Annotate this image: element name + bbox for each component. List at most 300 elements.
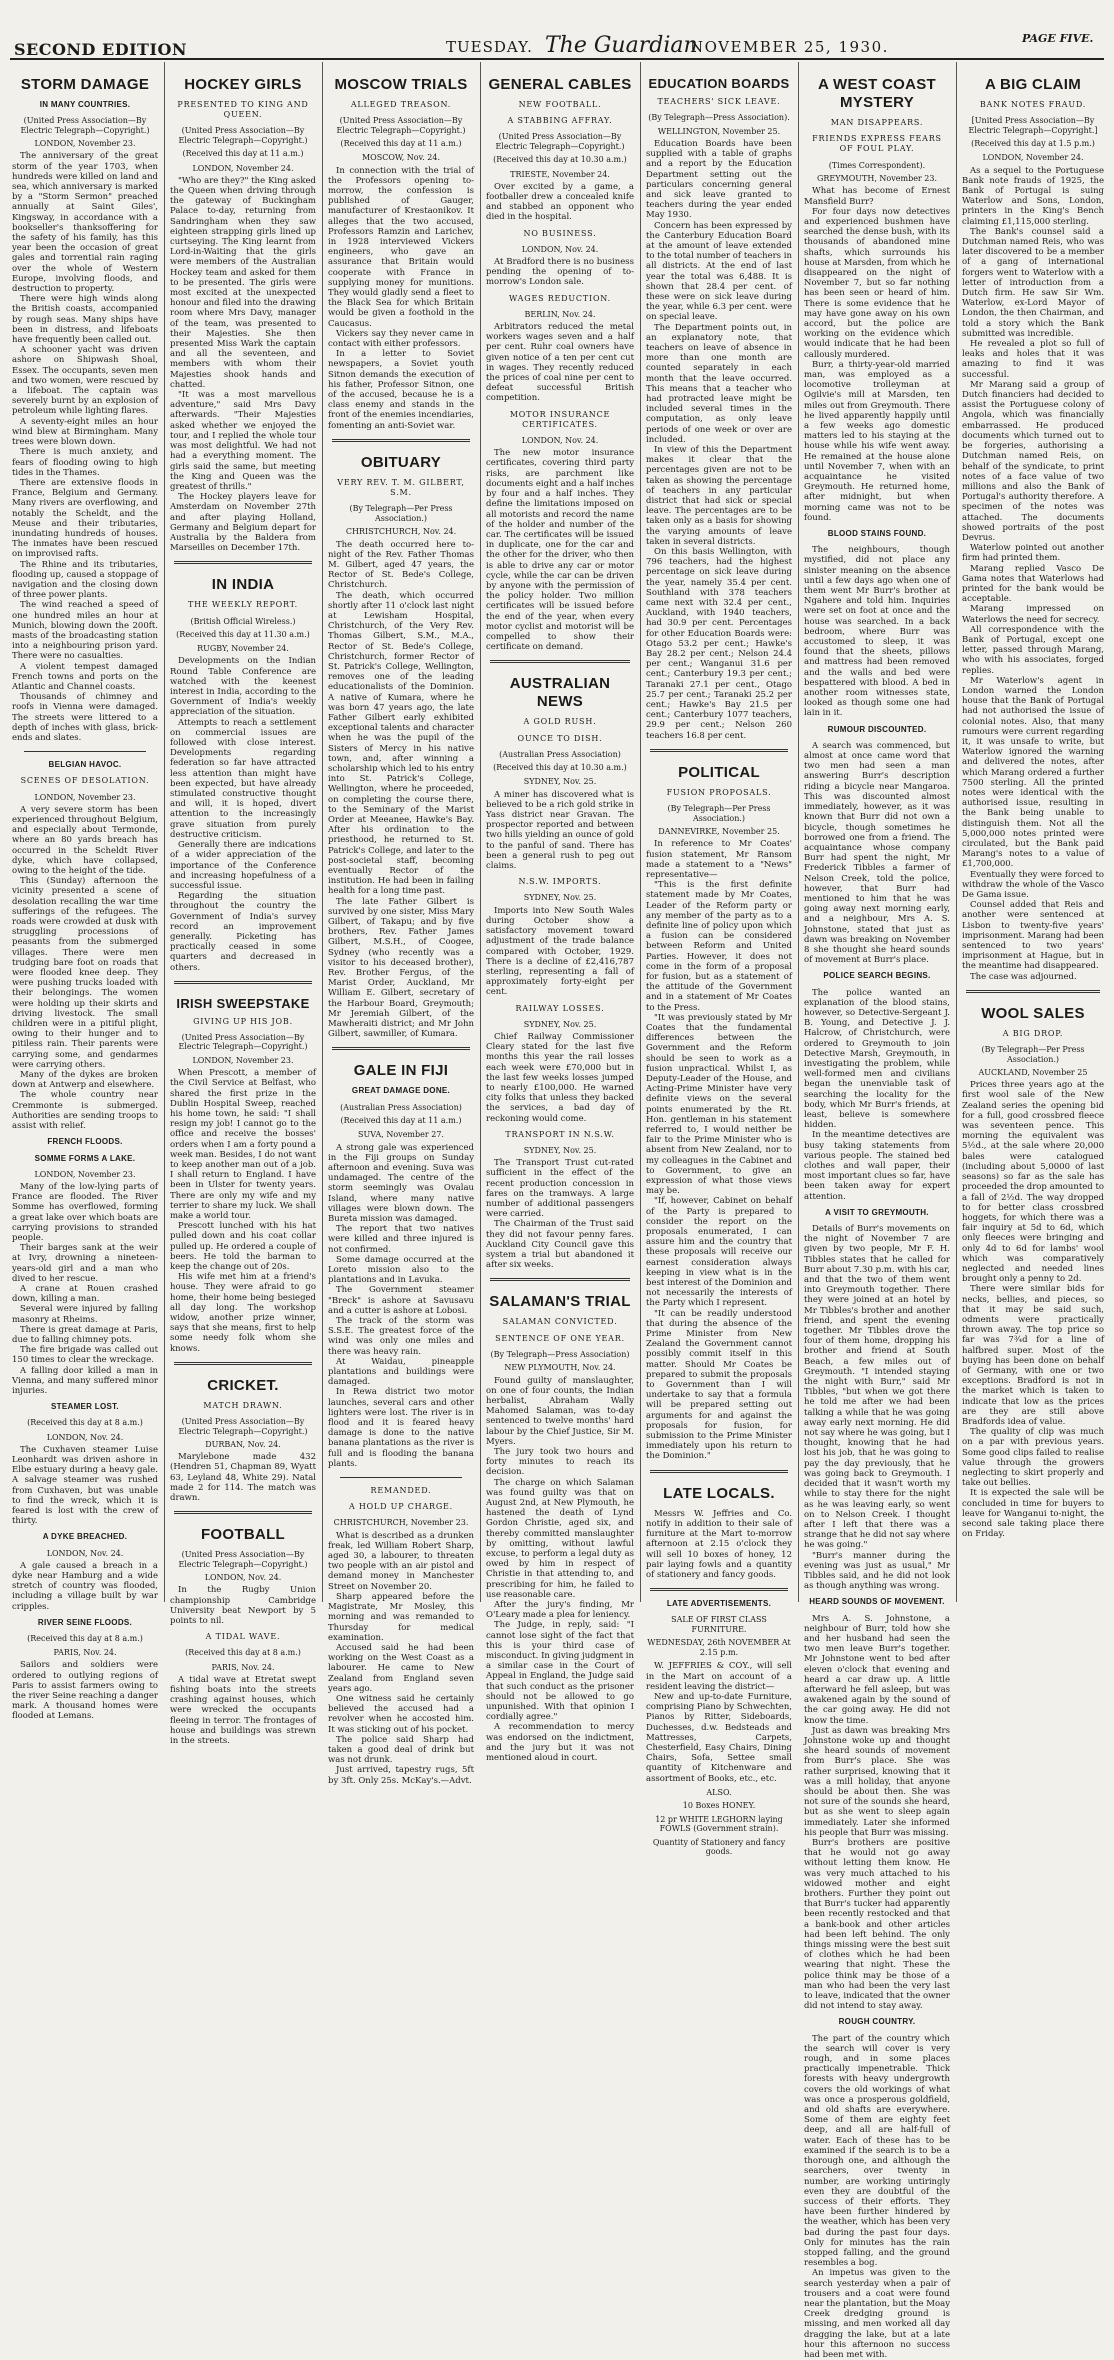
article-body — [328, 1143, 474, 1470]
paragraph: Prices three years ago at the first wool sale of the New Zealand series the opening bid for a full, good crossbred fleece was seventeen pence. This morning the equivalent was 5½d., at the sale where 20,000 bales were catalogued (including about 5,0000 of last seasons) so far as the sale has proceeded the drop amounted to a fall of 2½d. The way dropped to for better class crossbred hoggets, for which there was a fair inquiry at 5d to 6d, which only fleeces were bringing and only 4d to 6d for lambs' wool which was comparatively neglected and needed lines brought only a penny to 2d. — [962, 1080, 1104, 1285]
dateline: LONDON, November 24. — [192, 163, 294, 173]
paragraph: The Bank's counsel said a Dutchman named Reis, who was later discovered to be a member of a gang of international forgers went to Waterlow with a letter of introduction from a Dutch firm. He saw Sir Wm. Waterlow, ex-Lord Mayor of London, the then Chairman, and told a story which the Bank submitted was incredible. — [962, 226, 1104, 339]
section-head: BELGIAN HAVOC. — [48, 760, 122, 770]
paragraph: On this basis Wellington, with 796 teachers, had the highest percentage on sick leave during the year, namely 35.4 per cent. Southland with 378 teachers came next with 32.4 per cent., Auckland, with 1940 teachers, had 30.9 per cent. Percentages for other Education Boards were: Otago 53.2 per cent.; Hawke's Bay 28.2 per cent.; Nelson 24.4 per cent.; Wanganui 31.6 per cent.; Canterbury 19.3 per cent.; Taranaki 27.1 per cent., Otago 25.7 per cent.; Taranaki 25.2 per cent.; Hawke's Bay 21.5 per cent.; Canterbury 1077 teachers, 29.9 per cent.; Nelson 260 teachers 16.8 per cent. — [646, 547, 792, 741]
paragraph: The track of the storm was S.S.E. The greatest force of the wind was only one miles and there was heavy rain. — [328, 1316, 474, 1357]
article-headline: A BIG CLAIM — [984, 76, 1082, 93]
section-head: WAGES REDUCTION. — [509, 293, 611, 303]
paragraph: The late Father Gilbert is survived by one sister, Miss Mary Gilbert, of Takapu; and by five brothers, Rev. Father James Gilbert, M.S.H., of Coogee, Sydney (who recently was a visitor to his deceased brother), Rev. Brother Fergus, of the Marist Order, Auckland, Mr William E. Gilbert, secretary of the Harbour Board, Greymouth; Mr Jeremiah Gilbert, of the Mawheraiti district; and Mr John Gilbert, sawmiller, of Kumara. — [328, 896, 474, 1040]
article-body — [804, 186, 950, 523]
article-body — [486, 790, 634, 872]
column-rule — [480, 62, 481, 1602]
article-body — [804, 741, 950, 965]
article-subhead: IN MANY COUNTRIES. — [39, 100, 131, 109]
section-head: NO BUSINESS. — [523, 228, 597, 238]
dateline: NEW PLYMOUTH, Nov. 24. — [504, 1363, 616, 1373]
dateline: RUGBY, November 24. — [197, 644, 289, 654]
received-note: (Received this day at 11 a.m.) — [340, 139, 462, 149]
dateline: SYDNEY, Nov. 25. — [523, 1145, 597, 1155]
paragraph: After the jury's finding, Mr O'Leary made a plea for leniency. — [486, 1599, 634, 1621]
paragraph: Found guilty of manslaughter, on one of four counts, the Indian herbalist, Abraham Wally Mahomed Salaman, was to-day sentenced to twelve months' hard labour by the Chief Justice, Sir M. Myers. — [486, 1375, 634, 1447]
article-headline: WOOL SALES — [981, 1004, 1085, 1022]
article-subhead: SALAMAN CONVICTED. — [502, 1317, 618, 1327]
paragraph: The Chairman of the Trust said they did not favour penny fares. Auckland City Council gave this system a trial but abandoned it after six weeks. — [486, 1219, 634, 1271]
paragraph: "This is the first definite statement made by Mr Coates, Leader of the Reform party or any member of the party as to a definite line of policy upon which a fusion can be considered between Reform and United Parties. However, it does not come in the form of a proposal for fusion, but as a statement of the attitude of the Government and in a statement of Mr Coates to the Press. — [646, 880, 792, 1013]
article-body — [328, 166, 474, 431]
paragraph: For four days now detectives and experienced bushmen have searched the dense bush, with its thousands of abandoned mine shafts, which surrounds his house at Marsden, from which he disappeared on the night of November 7, but so far nothing has been seen or heard of him. There is some evidence that he may have gone away on his own accord, but the police are working on the evidence which would indicate that he had been callously murdered. — [804, 206, 950, 360]
paragraph: A seventy-eight miles an hour wind blew at Birmingham. Many trees were blown down. — [12, 416, 158, 448]
article-headline: EDUCATION BOARDS — [648, 76, 790, 91]
dateline: SUVA, November 27. — [358, 1130, 444, 1140]
article-subhead: A GOLD RUSH. — [523, 717, 597, 727]
article-credit: (Australian Press Association) — [499, 749, 621, 759]
paragraph: The part of the country which the search will cover is very rough, and in some places practically impenetrable. Thick forests with heavy undergrowth covers the old workings of what was once a prosperous goldfield, and old shafts are everywhere. Some of them are eighty feet deep, and all are half-full of water. Each of these has to be examined if the search is to be a thorough one, and although the searchers, over twenty in number, are working untiringly even they are doubtful of the success of their efforts. They have been further hindered by the weather, which has been very bad during the past four days. Only for minutes has the rain stopped falling, and the ground resembles a bog. — [804, 2033, 950, 2269]
article-subhead: OUNCE TO DISH. — [517, 733, 603, 743]
paragraph: "It was previously stated by Mr Coates that the fundamental differences between the Government and the Reform should be seen to work as a fusion unpractical. Whilst I, as Deputy-Leader of the House, and Acting-Prime Minister have very definite views on the several points enumerated by the Rt. Hon. gentleman in his statement referred to, I would neither be fair to the Prime Minister who is absent from New Zealand, nor to my colleagues in the Cabinet and to Government, to give an expression of what those views may be. — [646, 1012, 792, 1197]
paragraph: The fire brigade was called out 150 times to clear the wreckage. — [12, 1345, 158, 1366]
divider — [340, 1477, 462, 1478]
article-headline: IRISH SWEEPSTAKE — [176, 995, 310, 1011]
article-body — [170, 1452, 316, 1503]
paragraph: At Bradford there is no business pending the opening of to-morrow's London sale. — [486, 257, 634, 288]
section-head: RUMOUR DISCOUNTED. — [827, 724, 927, 734]
article-headline: A WEST COAST MYSTERY — [817, 76, 937, 111]
paragraph: There were high winds along the British coasts, accompanied by rough seas. Many ships have been in distress, and lifeboats have frequently been called out. — [12, 294, 158, 346]
article-body — [804, 2034, 950, 2360]
column-rule — [164, 62, 165, 1602]
article-body — [646, 839, 792, 1461]
section-subhead: SCENES OF DESOLATION. — [20, 776, 150, 786]
column-2 — [170, 64, 316, 1747]
paragraph: Prescott lunched with his hat pulled down and his coat collar pulled up. He ordered a couple of beers. He told the barman to keep the change out of 20s. — [170, 1221, 316, 1272]
article-subhead: MAN DISAPPEARS. — [830, 118, 924, 127]
paragraph: There were similar bids for necks, bellies, and pieces, so that it may be said such, odments were practically thrown away. The top price so far was 7¾d for a line of halfbred super. Most of the buying has been done on behalf of Germany, with one or two exceptions. Bradford is not in the market which is taken to indicate that low as the prices are they are still above Bradfords idea of value. — [962, 1284, 1104, 1427]
divider — [650, 1470, 788, 1473]
article-body — [12, 805, 158, 1132]
masthead-day: TUESDAY. — [446, 38, 533, 56]
paragraph: Mr Marang said a group of Dutch financiers had decided to assist the Portuguese colony of Angola, which was financially embarrassed. He produced documents which turned out to be forgeries, authorising a Dutchman named Reis, on behalf of the syndicate, to print notes of a face value of two millions and also the Bank of Portugal's authority therefore. A specimen of the notes was attached. The documents showed portraits of the post Devrus. — [962, 379, 1104, 543]
paragraph: The Department points out, in an explanatory note, that teachers on leave of absence in more than one month are counted separately in each month that the leave occurred. This means that a teacher who had protracted leave might be included several times in the computation, as only leave periods of one week or over are included. — [646, 322, 792, 445]
dateline: TRIESTE, November 24. — [510, 169, 610, 179]
paragraph: The police wanted an explanation of the blood stains, however, so Detective-Sergeant J. B. Young, and Detective J. J. Halcrow, of Christchurch, were ordered to Greymouth to join Detective Marsh, Greymouth, in investigating the problem, while well-formed men and civilians began the unenviable task of searching the locality for the body, which Mr Burr's friends, at least, believe is somewhere hidden. — [804, 987, 950, 1131]
newspaper-title: The Guardian — [545, 33, 698, 58]
paragraph: One witness said he certainly believed the accused had a revolver when he accosted him. It was sticking out of his pocket. — [328, 1693, 474, 1735]
paragraph: Waterlow pointed out another firm had printed them. — [962, 543, 1104, 564]
article-body — [486, 322, 634, 404]
article-subhead: GREAT DAMAGE DONE. — [351, 1086, 451, 1096]
article-headline: AUSTRALIAN NEWS — [509, 675, 611, 711]
page-number: PAGE FIVE. — [1022, 32, 1094, 45]
article-body — [486, 448, 634, 652]
paragraph: The Hockey players leave for Amsterdam on November 27th and after playing Holland, Germany and Belgium depart for Australia by the Baldera from Marseilles on December 17th. — [170, 492, 316, 554]
dateline: LONDON, Nov. 24. — [521, 436, 599, 446]
section-head: RAILWAY LOSSES. — [515, 1003, 605, 1013]
dateline: LONDON, Nov. 24. — [204, 1573, 282, 1583]
paragraph: A violent tempest damaged French towns and ports on the Atlantic and Channel coasts. — [12, 661, 158, 692]
paragraph: Over excited by a game, a footballer drew a concealed knife and stabbed an opponent who died in the hospital. — [486, 181, 634, 223]
paragraph: The death occurred here to-night of the Rev. Father Thomas M. Gilbert, aged 47 years, the Rector of St. Bede's College, Christchurch. — [328, 539, 474, 591]
paragraph: In Rewa district two motor launches, several cars and other lighters were lost. The river is in flood and it is feared heavy damage is done to the native banana plantations as the river is full and is flooding the banana plants. — [328, 1387, 474, 1469]
paragraph: Burr's brothers are positive that he would not go away without letting them know. He was very much attached to his widowed mother and eight brothers. Further they point out that Burr's tucker had apparently been recently restocked and that a bank-book and other articles had been left behind. The only things missing were the best suit of clothes which he had been wearing that night. These the police think may be those of a man who had been the very last to leave, indicated that the owner did not intend to stay away. — [804, 1838, 950, 2012]
section-head: BLOOD STAINS FOUND. — [827, 529, 927, 539]
paragraph: The Transport Trust cut-rated sufficient in the effect of the recent production concession in fares on the tramways. A large number of additional passengers were carried. — [486, 1158, 634, 1220]
received-note: (Received this day at 8 a.m.) — [27, 1418, 143, 1428]
paragraph: The Judge, in reply, said: "I cannot lose sight of the fact that this is your third case of misconduct. In giving judgment in a similar case in the Court of Appeal in England, the Judge said that such conduct as the prisoner should not be allowed to go unpunished. With that opinion I cordially agree." — [486, 1620, 634, 1723]
divider — [332, 1047, 470, 1050]
paragraph: The Government steamer "Breck" is ashore at Savusavu and a cutter is ashore at Lobosi. — [328, 1285, 474, 1316]
divider — [332, 439, 470, 442]
divider — [174, 981, 312, 984]
paragraph: There is great damage at Paris, due to falling chimney pots. — [12, 1324, 158, 1345]
paragraph: The police said Sharp had taken a good deal of drink but was not drunk. — [328, 1734, 474, 1766]
dateline: LONDON, November 23. — [34, 139, 136, 149]
received-note: (Received this day at 8 a.m.) — [27, 1634, 143, 1644]
article-credit: (United Press Association—By Electric Telegraph—Copyright.) — [20, 116, 150, 135]
paragraph: In connection with the trial of the Professors opening to-morrow, the confession is published of Gauger, manufacturer of Krestaonikov. It alleges that the two accused, Professors Ramzin and Larichev, in 1928 interviewed Vickers engineers, who gave an assurance that Britain would cooperate with France in supplying money for munitions. They would gladly send a fleet to the Black Sea for which Britain would be given a foothold in the Caucasus. — [328, 165, 474, 329]
paragraph: The charge on which Salaman was found guilty was that on August 2nd, at New Plymouth, he hastened the death of Lynd Gordon Christie, aged six, and thereby committed manslaughter by omitting, without lawful excuse, to perform a legal duty as owed by him in respect of Christie in that attending to, and prescribing for him, he failed to use reasonable care. — [486, 1477, 634, 1600]
section-head: LATE ADVERTISEMENTS. — [666, 1599, 772, 1609]
divider — [174, 561, 312, 564]
article-body — [12, 1182, 158, 1396]
dateline: AUCKLAND, November 25 — [978, 1068, 1088, 1078]
section-head: MOTOR INSURANCE CERTIFICATES. — [509, 409, 611, 429]
article-credit: (United Press Association—By Electric Telegraph—Copyright.) — [178, 1417, 308, 1436]
dateline: GREYMOUTH, November 23. — [816, 174, 938, 184]
paragraph: Some damage occurred at the Loreto mission also to the plantations and in Lavuka. — [328, 1254, 474, 1286]
section-head: TRANSPORT IN N.S.W. — [505, 1129, 615, 1139]
paragraph: Mr Waterlow's agent in London warned the London house that the Bank of Portugal had not authorised the issue of colonial notes. Also, that many rumours were current regarding it, it was unsafe to write, but Waterlow ignored the warning and delivered the notes, after which Marang ordered a further 7500 sterling. All the printed notes were identical with the authorised issue, resulting in the Bank being unable to distinguish them. Not all the 5,000,000 notes printed were circulated, but the Bank paid Marang's notes to a value of £1,700,000. — [962, 675, 1104, 870]
paragraph: A crane at Rouen crashed down, killing a man. — [12, 1283, 158, 1305]
divider — [24, 751, 146, 752]
article-subhead: FRIENDS EXPRESS FEARS OF FOUL PLAY. — [812, 134, 942, 154]
paragraph: The report that two natives were killed and three injured is not confirmed. — [328, 1224, 474, 1255]
paragraph: His wife met him at a friend's house. They were afraid to go home, their home being besieged all day long. The workshop widow, another prize winner, says that she means, first to help some needy folk whom she knows. — [170, 1272, 316, 1354]
paragraph: Thousands of chimney and roofs in Vienna were damaged. The streets were littered to a depth of inches with glass, brick-ends and slates. — [12, 692, 158, 743]
ad-line: 12 pr WHITE LEGHORN laying FOWLS (Government strain). — [655, 1814, 783, 1834]
paragraph: Marylebone made 432 (Hendren 51, Chapman 89, Wyatt 63, Leyland 48, White 29). Natal made 2 for 114. The match was drawn. — [170, 1452, 316, 1504]
article-credit: (United Press Association—By Electric Telegraph—Copyright.) — [336, 116, 466, 135]
dateline: LONDON, Nov. 24. — [521, 244, 599, 254]
article-subhead: NEW FOOTBALL. — [518, 100, 602, 109]
article-body — [804, 545, 950, 718]
paragraph: The anniversary of the great storm of the year 1703, when hundreds were killed on land and sea, which anniversary is marked by a "Storm Sermon" preached annually at Saint Giles', Kingsway, in accordance with a bookseller's thanksoffering for the safety of his family, has this year been the occasion of great gales and torrential rain raging over the whole of Western Europe, involving floods, and destruction to property. — [12, 151, 158, 295]
paragraph: There is much anxiety, and fears of flooding owing to high tides in the Thames. — [12, 447, 158, 478]
article-subhead: SENTENCE OF ONE YEAR. — [495, 1333, 625, 1343]
paragraph: A falling door killed a man in Vienna, and many suffered minor injuries. — [12, 1365, 158, 1396]
paragraph: Marang replied Vasco De Gama notes that Waterlows had printed for the bank would be acceptable. — [962, 563, 1104, 605]
article-subhead: FUSION PROPOSALS. — [666, 787, 772, 797]
edition-label: SECOND EDITION — [14, 40, 187, 59]
article-credit: (By Telegraph—Press Association). — [648, 113, 790, 123]
article-subhead: TEACHERS' SICK LEAVE. — [657, 97, 781, 106]
masthead — [0, 0, 1114, 60]
dateline: CHRISTCHURCH, November 23. — [333, 1518, 469, 1528]
paragraph: The Rhine and its tributaries, flooding up, caused a stoppage of navigation and the closing down of three power plants. — [12, 559, 158, 601]
column-7 — [962, 64, 1104, 1602]
paragraph: Arbitrators reduced the metal workers wages seven and a half per cent. Ruhr coal owners have given notice of a ten per cent cut in wages. They recently reduced the prices of coal nine per cent to defeat successful British competition. — [486, 322, 634, 404]
paragraph: Eventually they were forced to withdraw the whole of the Vasco De Gama issue. — [962, 869, 1104, 901]
dateline: WELLINGTON, November 25. — [657, 126, 781, 136]
column-1 — [12, 64, 158, 1722]
column-4 — [486, 64, 635, 1764]
dateline: LONDON, November 24. — [982, 153, 1084, 163]
paragraph: The wind reached a speed of one hundred miles an hour at Munich, blowing down the 200ft. masts of the broadcasting station into a neighbouring prison yard. There were no casualties. — [12, 600, 158, 662]
paragraph: The quality of clip was much on a par with previous years. Some good clips failed to realise value through the growers neglecting to skirt properly and take out bellies. — [962, 1427, 1104, 1489]
article-subhead: PRESENTED TO KING AND QUEEN. — [177, 100, 309, 120]
divider — [174, 1362, 312, 1365]
paragraph: This (Sunday) afternoon the vicinity presented a scene of desolation recalling the war time sufferings of the refugees. The roads were crowded at dusk with struggling processions of peasants from the submerged villages. There were men trudging bare foot on roads that were flooded knee deep. They were pushing trucks loaded with their belongings. The women were holding up their skirts and driving livestock. The small children were in a pitiful plight, owing to their hunger and to pitiless rain. Their parents were carrying some, and gendarmes were carrying others. — [12, 876, 158, 1070]
column-5 — [646, 64, 792, 1857]
article-credit: (United Press Association—By Electric Telegraph—Copyright.) — [178, 1550, 308, 1569]
article-credit: (Australian Press Association) — [340, 1102, 462, 1112]
paragraph: An impetus was given to the search yesterday when a pair of trousers and a coat were found near the plantation, but the Moay Creek dredging ground is missing, and men worked all day dragging the lake, but at a late hour this afternoon no success had been met with. — [804, 2268, 950, 2360]
article-headline: LATE LOCALS. — [663, 1484, 775, 1502]
paragraph: Many of the dykes are broken down at Antwerp and elsewhere. — [12, 1070, 158, 1091]
column-3 — [328, 64, 474, 1786]
paragraph: What has become of Ernest Mansfield Burr? — [804, 186, 950, 207]
article-headline: SALAMAN'S TRIAL — [489, 1293, 631, 1311]
article-subhead: ALLEGED TREASON. — [350, 100, 452, 109]
paragraph: There are extensive floods in France, Belgium and Germany. Many rivers are overflowing, and notably the Scheldt, and the Meuse and their tributaries, inundating hundreds of houses. The inmates have been rescued on improvised rafts. — [12, 477, 158, 560]
article-credit: (United Press Association—By Electric Telegraph—Copyright.) — [178, 126, 308, 145]
column-6 — [804, 64, 950, 2360]
article-credit: (By Telegraph—Per Press Association.) — [981, 1045, 1085, 1064]
article-body — [486, 1032, 634, 1124]
paragraph: A schooner yacht was driven ashore on Shipwash Shoal, Essex. The occupants, seven men and two women, were rescued by a lifeboat. The captain was severely burnt by an explosion of petroleum while lighting flares. — [12, 345, 158, 417]
paragraph: Sailors and soldiers were ordered to outlying regions of Paris to assist farmers owing to the river Seine reaching a danger mark. A thousand homes were flooded at Lemans. — [12, 1660, 158, 1722]
section-head: HEARD SOUNDS OF MOVEMENT. — [809, 1597, 945, 1607]
article-body — [804, 1224, 950, 1591]
article-headline: MOSCOW TRIALS — [334, 76, 468, 93]
received-note: (Received this day at 8 a.m.) — [185, 1648, 301, 1658]
article-credit: (By Telegraph—Per Press Association.) — [349, 504, 453, 523]
section-head: STEAMER LOST. — [51, 1402, 119, 1412]
paragraph: In view of this the Department makes it clear that the percentages given are not to be taken as showing the percentage of teachers in any particular district that had sick or special leave. The percentages are to be taken only as a basis for showing the varying amounts of leave taken in several districts. — [646, 445, 792, 547]
article-body — [486, 257, 634, 288]
article-body — [170, 1585, 316, 1626]
divider — [490, 1278, 630, 1281]
paragraph: Marang impressed on Waterlows the need for secrecy. — [962, 604, 1104, 625]
section-subhead: A HOLD UP CHARGE. — [348, 1502, 454, 1512]
ad-line: 10 Boxes HONEY. — [682, 1801, 756, 1811]
section-head: FRENCH FLOODS. — [47, 1137, 123, 1147]
article-body — [486, 1158, 634, 1270]
paragraph: A recommendation to mercy was endorsed on the indictment, and the jury but it was not mentioned aloud in court. — [486, 1722, 634, 1764]
article-body — [804, 988, 950, 1202]
paragraph: It is expected the sale will be concluded in time for buyers to leave for Wanganui to-night, the second sale taking place there on Friday. — [962, 1488, 1104, 1540]
paragraph: "If, however, Cabinet on behalf of the Party is prepared to consider the report on the proposals enumerated, I can assure him and the country that these proposals will receive our earnest consideration always keeping in view what is in the best interest of the Dominion and not necessarily the interests of the Party which I represent. — [646, 1196, 792, 1309]
dateline: BERLIN, Nov. 24. — [524, 309, 596, 319]
paragraph: Mrs A. S. Johnstone, a neighbour of Burr, told how she and her husband had seen the two men leave Burr's together. Mr Johnstone went to bed after eleven o'clock that evening and heard a car draw up. A little afterward he fell asleep, but was awakened again by the sound of the car going away. He did not know the time. — [804, 1613, 950, 1726]
paragraph: Vickers say they never came in contact with either professors. — [328, 328, 474, 350]
article-body — [486, 906, 634, 998]
article-body — [962, 166, 1104, 982]
section-head: ROUGH COUNTRY. — [838, 2017, 916, 2027]
article-headline: OBITUARY — [360, 453, 442, 471]
ad-line: SALE OF FIRST CLASS FURNITURE. — [671, 1615, 767, 1634]
article-body — [12, 1660, 158, 1721]
paragraph: "Burr's manner during the evening was just as usual," Mr Tibbles said, and he did not look as though anything was wrong. — [804, 1550, 950, 1592]
paragraph: Concern has been expressed by the Canterbury Education Board at the amount of leave extended to the total number of teachers in all districts. At the end of last year the total was 6,488. It is shown that 28.4 per cent. of these were on sick leave during the year, while 6.3 per cent. were on special leave. — [646, 220, 792, 323]
article-credit: [United Press Association—By Electric Telegraph—Copyright.] — [968, 116, 1098, 135]
dateline: SYDNEY, Nov. 25. — [523, 777, 597, 787]
paragraph: Just arrived, tapestry rugs, 5ft by 3ft. Only 25s. McKay's.—Advt. — [328, 1765, 474, 1786]
article-subhead: THE WEEKLY REPORT. — [188, 600, 298, 610]
divider — [650, 749, 788, 752]
dateline: PARIS, Nov. 24. — [53, 1648, 117, 1658]
article-body — [170, 1675, 316, 1746]
article-credit: (United Press Association—By Electric Telegraph—Copyright.) — [495, 132, 625, 151]
article-headline: GALE IN FIJI — [353, 1062, 449, 1080]
masthead-date: NOVEMBER 25, 1930. — [690, 38, 889, 56]
ad-line: ALSO. — [706, 1787, 732, 1797]
article-headline: POLITICAL — [678, 763, 760, 781]
paragraph: In reference to Mr Coates' fusion statement, Mr Ransom made a statement to a "News" representative— — [646, 839, 792, 880]
article-body — [170, 656, 316, 972]
article-body — [12, 1561, 158, 1612]
article-body — [12, 1445, 158, 1527]
received-note: (Received this day at 11.30 a.m.) — [176, 630, 310, 640]
paragraph: When Prescott, a member of the Civil Service at Belfast, who shared the first prize in the Dublin Hospital Sweep, reached his home town, he said: "I shall resign my job! I cannot go to the office and receive the bosses' orders when I am a forty pound a week man. Besides, I do not want to keep another man out of a job. I shall return to England. I have been in Ulster for twenty years. There are only my wife and my terrier to share my luck. We shall make a world tour. — [170, 1068, 316, 1221]
article-subhead: MATCH DRAWN. — [203, 1400, 283, 1410]
article-credit: (Times Correspondent). — [828, 160, 926, 170]
paragraph: Chief Railway Commissioner Cleary stated for the last five months this year the rail losses each week were £70,000 but in the last few weeks losses jumped to nearly £100,000. He warned city folks that unless they backed the services, a bad day of reckoning would come. — [486, 1031, 634, 1124]
paragraph: Many of the low-lying parts of France are flooded. The River Somme has overflowed, forming a great lake over which boats are carrying provisions to stranded people. — [12, 1181, 158, 1243]
article-headline: STORM DAMAGE — [20, 76, 150, 93]
paragraph: What is described as a drunken freak, led William Robert Sharp, aged 30, a labourer, to threaten two people with an air pistol and demand money in Manchester Street on November 20. — [328, 1530, 474, 1592]
ad-line: WEDNESDAY, 26th NOVEMBER At 2.15 p.m. — [647, 1638, 791, 1657]
article-body — [486, 1376, 634, 1764]
article-headline: FOOTBALL — [200, 1526, 286, 1544]
paragraph: He revealed a plot so full of leaks and holes that it was amazing to find it was successful. — [962, 339, 1104, 380]
dateline: LONDON, Nov. 24. — [46, 1548, 124, 1558]
article-body — [646, 1509, 792, 1580]
section-head: A DYKE BREACHED. — [42, 1532, 128, 1542]
dateline: LONDON, November 23. — [192, 1055, 294, 1065]
article-body — [328, 1531, 474, 1786]
paragraph: The Cuxhaven steamer Luise Leonhardt was driven ashore in Elbe estuary during a heavy gale. A salvage steamer was rushed from Cuxhaven, but was unable to find the wreck, which it is feared is lost with the crew of thirty. — [12, 1444, 158, 1527]
article-headline: HOCKEY GIRLS — [184, 76, 302, 93]
received-note: (Received this day at 10.30 a.m.) — [493, 763, 627, 773]
section-head: RIVER SEINE FLOODS. — [37, 1617, 133, 1627]
paragraph: Sharp appeared before the Magistrate, Mr Mosley, this morning and was remanded to Thursday for medical examination. — [328, 1591, 474, 1643]
paragraph: The new motor insurance certificates, covering third party risks, are parchment like documents eight and a half inches by four and a half inches. They define the limitations imposed on all motorists and record the name of the holder and number of the car. The certificates will be issued in duplicate, one for the car and the other for the driver, who then is able to drive any car or motor cycle, while the car can be driven by anyone with the permission of the policy holder. Two million certificates will be issued before the end of the year, when every motor cyclist and motorist will be compelled to show their certificate on demand. — [486, 448, 635, 653]
article-body — [646, 139, 792, 741]
article-subhead: VERY REV. T. M. GILBERT, S.M. — [337, 477, 465, 498]
paragraph: The jury took two hours and forty minutes to reach its decision. — [486, 1446, 634, 1478]
paragraph: The whole country near Cremmonte is submerged. Authorities are sending troops to assist with relief. — [12, 1090, 158, 1132]
article-credit: (British Official Wireless.) — [190, 616, 296, 626]
paragraph: Several were injured by falling masonry at Rheims. — [12, 1304, 158, 1325]
section-head: POLICE SEARCH BEGINS. — [823, 971, 931, 981]
paragraph: In a letter to Soviet newspapers, a Soviet youth Sitnon demands the execution of his father, Professor Sitnon, one of the accused, because he is a class enemy and stands in the front of the enemies incendiaries, fomenting an anti-Soviet war. — [328, 349, 474, 431]
paragraph: Education Boards have been supplied with a table of graphs and a report by the Education Department setting out the particulars concerning general and sick leave granted to teachers during the year ended May 1930. — [646, 138, 792, 221]
section-subhead: SOMME FORMS A LAKE. — [34, 1153, 136, 1163]
dateline: SYDNEY, Nov. 25. — [523, 893, 597, 903]
dateline: LONDON, Nov. 24. — [46, 1432, 124, 1442]
masthead-rule — [10, 58, 1104, 60]
divider — [174, 1511, 312, 1514]
paragraph: "It was a most marvellous adventure," said Mrs Davy afterwards. "Their Majesties asked whether we enjoyed the tour, and I replied the whole tour was most delightful. We had not had a everything moment. The girls said the same, but meeting the King and Queen was the greatest of thrills." — [170, 390, 316, 492]
article-headline: CRICKET. — [207, 1376, 279, 1394]
article-subhead: A STABBING AFFRAY. — [507, 116, 613, 126]
paragraph: Generally there are indications of a wider appreciation of the importance of the Conference and increasing hopefulness of a successful issue. — [170, 840, 316, 891]
dateline: DURBAN, Nov. 24. — [205, 1440, 281, 1450]
received-note: (Received this day at 11 a.m.) — [182, 149, 304, 159]
received-note: (Received this day at 10.30 a.m.) — [493, 155, 627, 165]
paragraph: Messrs W. Jeffries and Co. notify in addition to their sale of furniture at the Mart to-morrow afternoon at 2.15 o'clock they will sell 10 boxes of honey, 12 pair laying fowls and a quantity of stationery and fancy goods. — [646, 1508, 792, 1580]
paragraph: Accused said he had been working on the West Coast as a labourer. He came to New Zealand from England seven years ago. — [328, 1642, 474, 1694]
article-credit: (United Press Association—By Electric Telegraph—Copyright.) — [178, 1032, 308, 1052]
dateline: CHRISTCHURCH, Nov. 24. — [345, 527, 457, 537]
article-subhead: BANK NOTES FRAUD. — [979, 100, 1087, 109]
paragraph: Attempts to reach a settlement on commercial issues are followed with close interest. Developments regarding federation so far have attracted less attention than might have been expected, but have already stimulated constructive thought and will, it is hoped, divert attention to the increasingly grave situation from purely destructive criticism. — [170, 717, 316, 840]
dateline: LONDON, November 23. — [34, 1169, 136, 1179]
article-body — [170, 1068, 316, 1354]
paragraph: In the meantime detectives are busy taking statements from various people. The stained bed clothes and wall paper, their most important clues so far, have been taken away for expert attention. — [804, 1130, 950, 1202]
article-subhead: A BIG DROP. — [1002, 1028, 1064, 1038]
article-body — [170, 176, 316, 554]
paragraph: Their barges sank at the weir at Ivry, drowning a nineteen-years-old girl and a man who dived to her rescue. — [12, 1243, 158, 1284]
divider — [966, 990, 1100, 993]
column-rule — [640, 62, 641, 1602]
column-rule — [798, 62, 799, 1602]
paragraph: A miner has discovered what is believed to be a rich gold strike in Yass district near Gravan. The prospector reported and between two hills yielding an ounce of gold to the panful of sand. There has been a general rush to peg out claims. — [486, 789, 634, 872]
received-note: (Received this day at 11 a.m.) — [340, 1116, 462, 1126]
paragraph: Counsel added that Reis and another were sentenced at Lisbon to twenty-five years' imprisonment. Marang had been sentenced to two years' imprisonment at Hague, but in the meantime had disappeared. — [962, 900, 1104, 972]
article-subhead: GIVING UP HIS JOB. — [193, 1016, 293, 1026]
ad-line: W. JEFFRIES & COY., will sell in the Mart on account of a resident leaving the district— — [646, 1661, 792, 1692]
paragraph: A search was commenced, but almost at once came word that two men had seen a man answering Burr's description riding a bicycle near Mangaroa. This was discounted almost immediately, however, as it was known that Burr did not own a bicycle, though sometimes he borrowed one from a friend. The acquaintance whose company Burr had spent the night, Mr Frederick Tibbles a farmer of Nelson Creek, told the police, however, that Burr had mentioned to him that he was going away next morning early, and a neighbour, Mrs A. S. Johnstone, stated that just as dawn was breaking on November 8 she thought she heard sounds of movement at Burr's place. — [804, 740, 950, 966]
section-head: A TIDAL WAVE. — [205, 1632, 281, 1642]
section-head: REMANDED. — [370, 1486, 432, 1496]
dateline: MOSCOW, Nov. 24. — [361, 153, 440, 163]
paragraph: The death, which occurred shortly after 11 o'clock last night at Lewisham Hospital, Christchurch, of the Very Rev. Thomas Gilbert, S.M., M.A., Rector of St. Bede's College, Christchurch, former Rector of St. Patrick's College, Wellington, removes one of the leading educationalists of the Dominion. A native of Kumara, where he was born 47 years ago, the late Father Gilbert early exhibited exceptional talents and character when he was the pupil of the Sisters of Mercy in his native town, and, after winning a scholarship which led to his entry into St. Patrick's College, Wellington, where he proceeded, on completing the course there, to the Seminary of the Marist Order at Meeanee, Hawke's Bay. After his ordination to the priesthood, he returned to St. Patrick's College, and later to the post-societal staff, becoming eventually Rector of the institution. He had been in failing health for a long time past. — [328, 590, 474, 897]
paragraph: "Who are they?" the King asked the Queen when driving through the gateway of Buckingham Palace to-day, returning from Sandringham when they saw eighteen strapping girls lined up curtseying. The King learnt from Lord-in-Waiting that the girls were members of the Australian Hockey team and asked for them to be presented. The girls were most excited at the unexpected honour and filed into the drawing room where Mrs Davy, manager of the team, was presented to their Majesties. She then presented Miss Wark the captain and all the seventeen, and members with whom their Majesties shook hands and chatted. — [170, 175, 316, 390]
column-rule — [322, 62, 323, 1602]
article-body — [486, 182, 634, 223]
ad-line: Quantity of Stationery and fancy goods. — [652, 1837, 786, 1857]
article-credit: (By Telegraph—Per Press Association.) — [667, 804, 771, 823]
article-body — [12, 151, 158, 743]
paragraph: A strong gale was experienced in the Fiji groups on Sunday afternoon and evening. Suva was undamaged. The centre of the storm seemingly was Ovalau Island, where many native villages were blown down. The Bureta mission was damaged. — [328, 1142, 474, 1224]
paragraph: At Waidau, pineapple plantations and buildings were damaged. — [328, 1356, 474, 1388]
dateline: LONDON, November 23. — [34, 792, 136, 802]
divider — [490, 660, 630, 663]
paragraph: A gale caused a breach in a dyke near Hamburg and a wide stretch of country was flooded, including a village built by war cripples. — [12, 1560, 158, 1612]
paragraph: The neighbours, though mystified, did not place any sinister meaning on the absence until a few days ago when one of them went Mr Burr's brother at Ngahere and told him. Inquiries were set on foot at once and the house was searched. In a back bedroom, where Burr was accustomed to sleep, it was found that the sheets, pillows and mattress had been removed and the walls and bed were bespattered with blood. A bed in another room witnesses state, looked as though some one had lain in it. — [804, 545, 950, 719]
paragraph: As a sequel to the Portuguese Bank note frauds of 1925, the Bank of Portugal is suing Waterlow and Sons, London, printers in the King's Bench claiming £1,115,000 sterling. — [962, 165, 1104, 227]
paragraph: Just as dawn was breaking Mrs Johnstone woke up and thought she heard sounds of movement from Burr's place. She was rather surprised, knowing that it was a mill holiday, that anyone should be about then. She was not sure of the sounds she heard, but as she went to sleep again immediately. Later she informed his people that Burr was missing. — [804, 1725, 950, 1838]
section-head: N.S.W. IMPORTS. — [518, 877, 602, 887]
divider — [650, 1588, 788, 1591]
dateline: SYDNEY, Nov. 25. — [523, 1019, 597, 1029]
article-body — [328, 540, 474, 1040]
article-headline: GENERAL CABLES — [488, 76, 632, 93]
section-head: A VISIT TO GREYMOUTH. — [825, 1207, 929, 1217]
paragraph: Details of Burr's movements on the night of November 7 are given by two people, Mr F. H. Tibbles states that he called for Burr about 7.30 p.m. with his car, and that the two of them went into Greymouth together. There they were joined at an hotel by Mr Tibbles's brother and another friend, and spent the evening together. Mr Tibbles drove the four of them home, dropping his brother and friend at South Beach, a few miles out of Greymouth. "I intended staying the night with Burr," said Mr Tibbles, "but when we got there he told me after we had been talking a while that he was going away early next morning. He did not say where he was going, but I thought, knowing that he had lost his job, that he was going to pay the day previously, that he was going back to Greymouth. I decided that it wasn't worth my while to stay there for the night as he was leaving early, so went on to Nelson Creek. I thought after I left that there was a strange that he did not say where he was going." — [804, 1224, 950, 1551]
paragraph: The case was adjourned. — [970, 971, 1077, 982]
paragraph: All correspondence with the Bank of Portugal, except one letter, passed through Marang, who with his associates, forged replies. — [962, 624, 1104, 676]
paragraph: In the Rugby Union championship Cambridge University beat Newport by 5 points to nil. — [170, 1585, 316, 1627]
paragraph: Regarding the situation throughout the country the Government of India's survey record an improvement generally. Picketing has practically ceased in some quarters and decreased in others. — [170, 891, 316, 973]
article-body — [804, 1614, 950, 2012]
article-credit: (By Telegraph—Press Association) — [490, 1349, 630, 1359]
article-headline: IN INDIA — [211, 576, 275, 594]
article-body — [962, 1080, 1104, 1539]
received-note: (Received this day at 1.5 p.m.) — [971, 139, 1095, 149]
paragraph: A very severe storm has been experienced throughout Belgium, and especially about Termonde, where an 80 yards breach has occurred in the Scheldt River dyke, which have collapsed, owing to the height of the tide. — [12, 804, 158, 877]
